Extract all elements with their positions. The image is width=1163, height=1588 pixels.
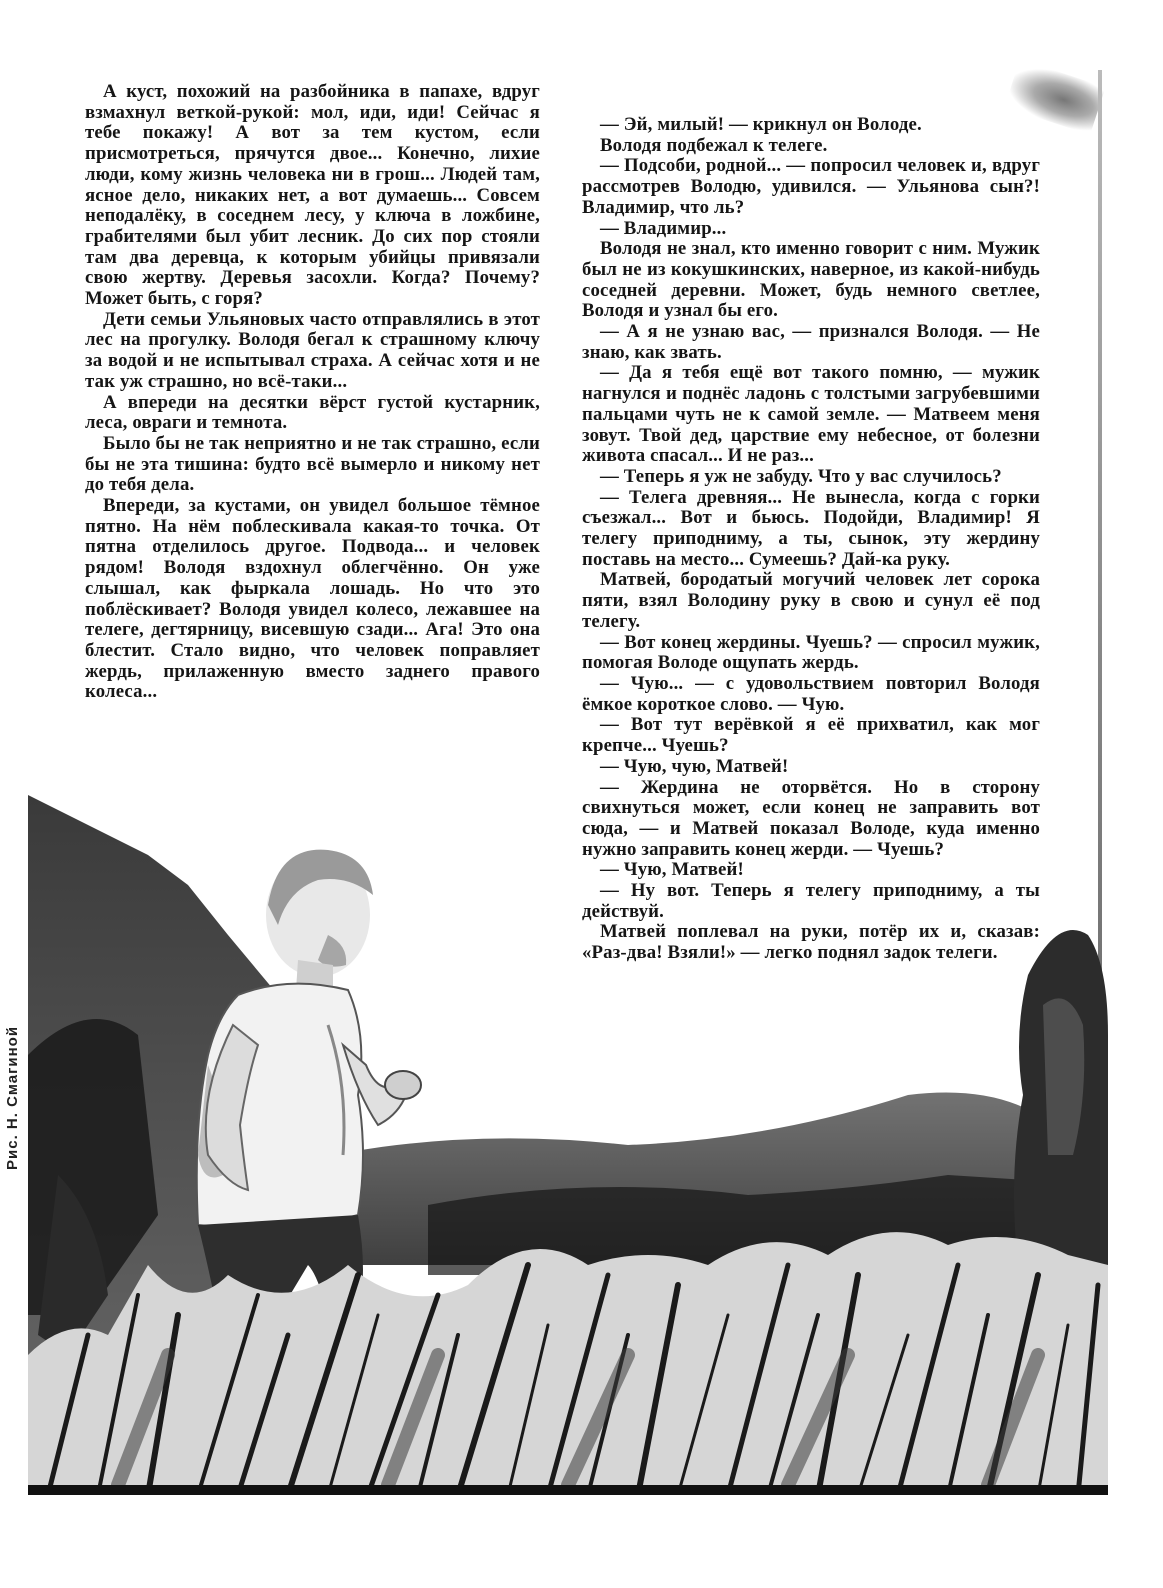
illustration-credit: Рис. Н. Смагиной xyxy=(4,1025,21,1170)
paragraph: — Жердина не оторвётся. Но в сторону свихнуться может, если конец не заправить вот сюда, — и Матвей показал Володе, куда именно нужно заправить конец жерди. — Чуешь? xyxy=(582,776,1040,860)
paragraph: — Эй, милый! — крикнул он Володе. xyxy=(600,114,922,135)
illustration-boy-in-grass xyxy=(28,795,1108,1495)
paragraph: Было бы не так неприятно и не так страшно, если бы не эта тишина: будто всё вымерло и никому нет до тебя дела. xyxy=(85,432,540,496)
paragraph: — Вот конец жердины. Чуешь? — спросил мужик, помогая Володе ощупать жердь. xyxy=(582,631,1040,674)
paragraph: — Телега древняя... Не вынесла, когда с горки съезжал... Вот и бьюсь. Подойди, Владимир! Я телегу приподниму, а ты, сынок, эту жердину поставь на место... Сумеешь? Дай-ка руку. xyxy=(582,486,1040,570)
paragraph: — Ну вот. Теперь я телегу приподниму, а ты действуй. xyxy=(582,880,1040,922)
paragraph: — Да я тебя ещё вот такого помню, — мужик нагнулся и поднёс ладонь с толстыми загрубевшими пальцами чуть не к самой земле. — Матвеем меня зовут. Твой дед, царствие ему небесное, от болезни живота спасал... И не раз... xyxy=(582,362,1040,467)
paragraph: — Владимир... xyxy=(600,217,727,239)
paragraph: А куст, похожий на разбойника в папахе, вдруг взмахнул веткой-рукой: мол, иди, иди! Сейчас я тебе покажу! А вот за тем кустом, если присмотреться, прячутся двое... Конечно, лихие люди, кому жизнь человека ни в грош... Людей там, ясное дело, никаких нет, а вот думаешь... Совсем неподалёку, в соседнем лесу, у ключа в ложбине, грабителями был убит лесник. До сих пор стояли там два деревца, к которым убийцы привязали свою жертву. Деревья засохли. Когда? Почему? Может быть, с горя? xyxy=(85,81,540,310)
paragraph: — Теперь я уж не забуду. Что у вас случилось? xyxy=(600,465,1002,487)
paragraph: Дети семьи Ульяновых часто отправлялись в этот лес на прогулку. Володя бегал к страшному ключу за водой и не испытывал страха. А сейчас хотя и не так уж страшно, но всё-таки... xyxy=(85,308,540,392)
paragraph: Матвей поплевал на руки, потёр их и, сказав: «Раз-два! Взяли!» — легко поднял задок телеги. xyxy=(582,921,1040,964)
paragraph: Впереди, за кустами, он увидел большое тёмное пятно. На нём поблескивала какая-то точка. От пятна отделилось другое. Подвода... и человек рядом! Володя вздохнул облегчённо. Он уже слышал, как фыркала лошадь. Но что это поблёскивает? Володя увидел колесо, лежавшее на телеге, дегтярницу, висевшую сзади... Ага! Это она блестит. Стало видно, что человек поправляет жердь, прилаженную вместо заднего правого колеса... xyxy=(85,495,540,703)
paragraph: — Чую, Матвей! xyxy=(600,859,744,881)
paragraph: — А я не узнаю вас, — признался Володя. — Не знаю, как звать. xyxy=(582,321,1040,363)
paragraph: — Чую, чую, Матвей! xyxy=(600,755,789,777)
paragraph: Володя подбежал к телеге. xyxy=(600,134,828,156)
paragraph: — Подсоби, родной... — попросил человек и, вдруг рассмотрев Володю, удивился. — Ульянова сын?! Владимир, что ль? xyxy=(582,155,1040,218)
paragraph: Матвей, бородатый могучий человек лет сорока пяти, взял Володину руку в свою и сунул её под телегу. xyxy=(582,569,1040,632)
text-column-left xyxy=(85,82,540,703)
paragraph: А впереди на десятки вёрст густой кустарник, леса, овраги и темнота. xyxy=(85,391,540,434)
paragraph: — Вот тут верёвкой я её прихватил, как мог крепче... Чуешь? xyxy=(582,714,1040,757)
paragraph: — Чую... — с удовольствием повторил Володя ёмкое короткое слово. — Чую. xyxy=(582,672,1040,715)
paragraph: Володя не знал, кто именно говорит с ним. Мужик был не из кокушкинских, наверное, из какой-нибудь соседней деревни. Может, будь немного светлее, Володя и узнал бы его. xyxy=(582,238,1040,322)
